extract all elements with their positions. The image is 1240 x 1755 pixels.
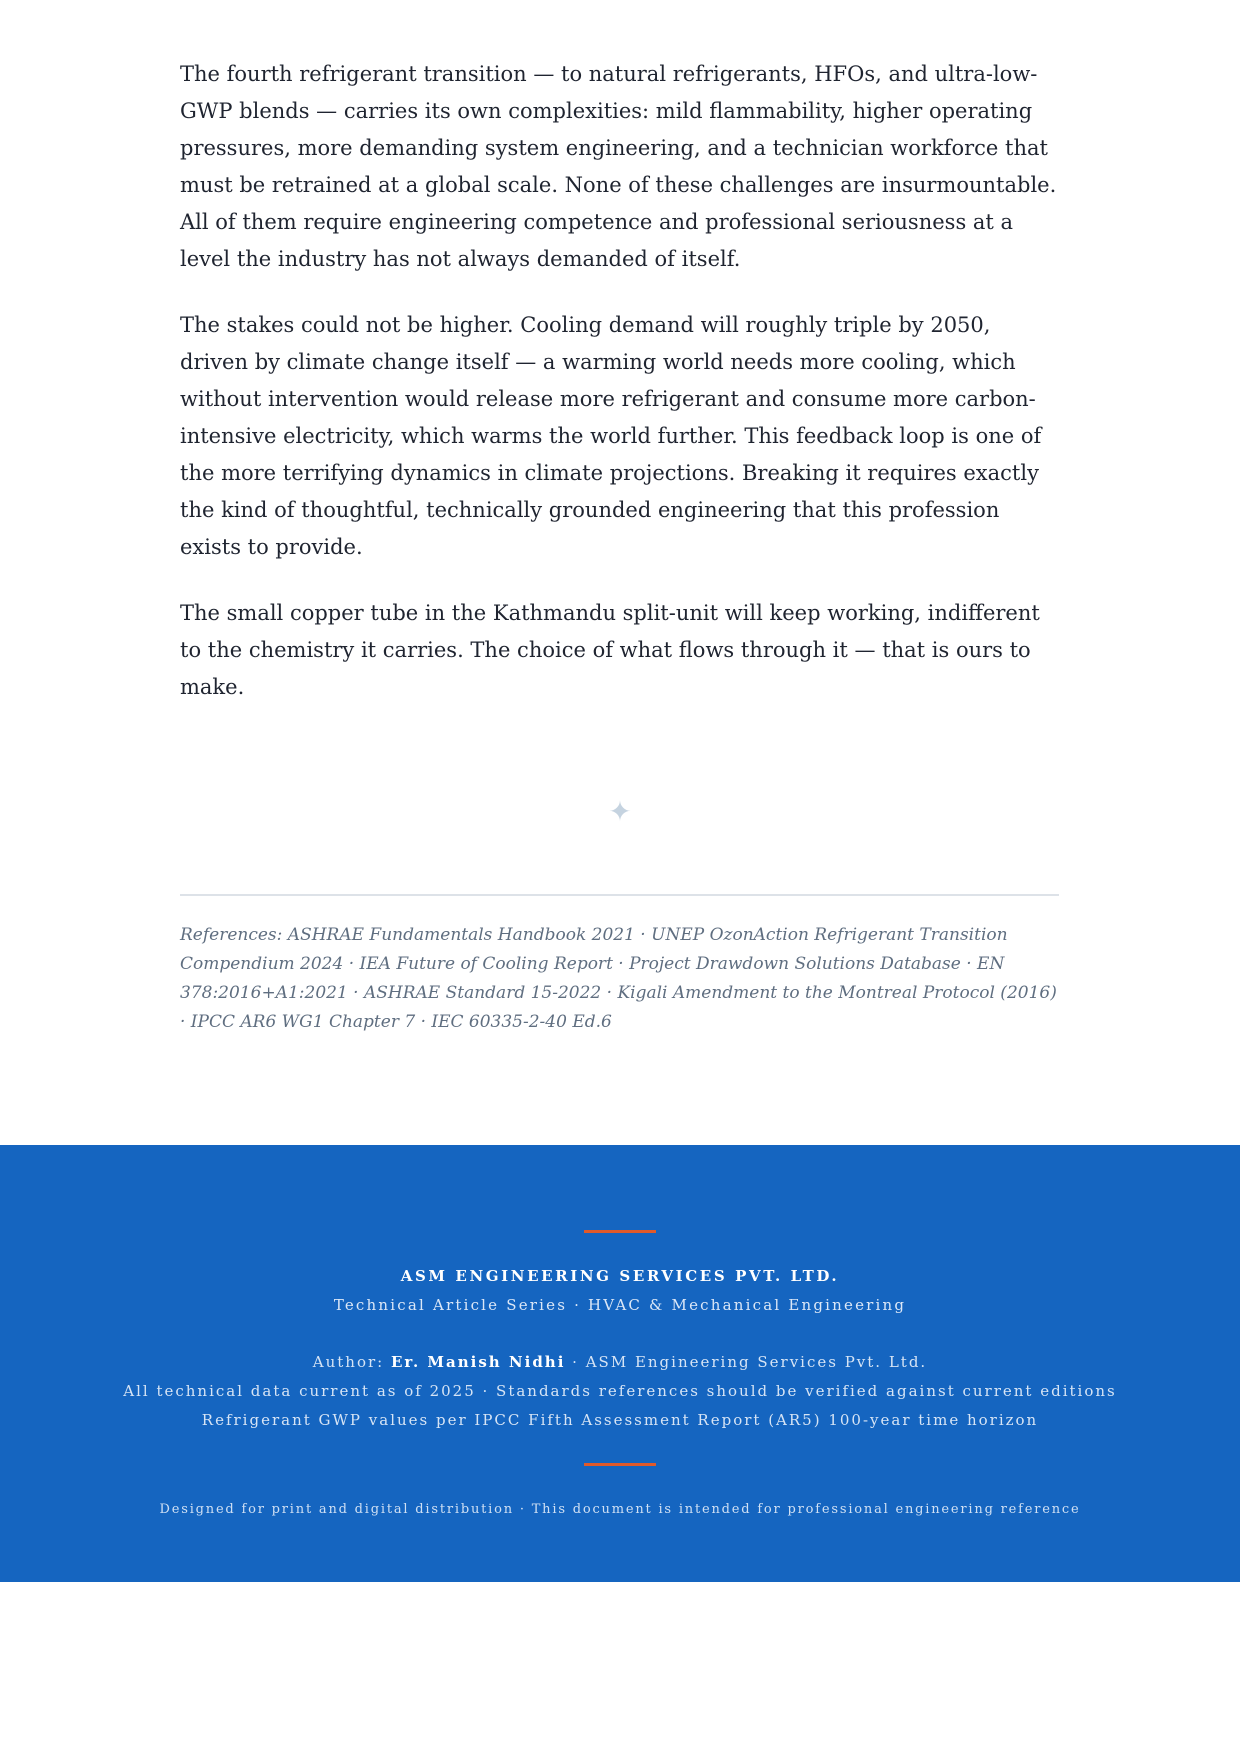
distribution-note: Designed for print and digital distribution · This document is intended for professional engineering reference [159, 1502, 1081, 1517]
author-name: Er. Manish Nidhi [391, 1353, 566, 1371]
author-prefix: Author: [312, 1353, 391, 1371]
author-affiliation: · ASM Engineering Services Pvt. Ltd. [565, 1353, 928, 1371]
article-series: Technical Article Series · HVAC & Mechanical Engineering [333, 1296, 907, 1314]
article-body [180, 56, 1060, 735]
company-name: ASM ENGINEERING SERVICES PVT. LTD. [400, 1267, 840, 1285]
page-footer [0, 1145, 1240, 1582]
section-divider [180, 894, 1059, 896]
footer-accent-rule-top [584, 1230, 656, 1233]
footer-accent-rule-bottom [584, 1463, 656, 1466]
data-currency-note: All technical data current as of 2025 · Standards references should be verified against current editions [123, 1382, 1117, 1400]
gwp-source-note: Refrigerant GWP values per IPCC Fifth Assessment Report (AR5) 100-year time horizon [201, 1411, 1039, 1429]
author-line [0, 1353, 1240, 1371]
article-paragraph: The small copper tube in the Kathmandu split-unit will keep working, indifferent to the chemistry it carries. The choice of what flows through it — that is ours to make. [180, 601, 1040, 699]
article-paragraph: The fourth refrigerant transition — to natural refrigerants, HFOs, and ultra-low-GWP blends — carries its own complexities: mild flammability, higher operating pressures, more demanding system engineering, and a technician workforce that must be retrained at a global scale. None of these challenges are insurmountable. All of them require engineering competence and professional seriousness at a level the industry has not always demanded of itself. [180, 62, 1057, 271]
sparkle-ornament-icon: ✦ [608, 795, 632, 828]
article-paragraph: The stakes could not be higher. Cooling demand will roughly triple by 2050, driven by climate change itself — a warming world needs more cooling, which without intervention would release more refrigerant and consume more carbon-intensive electricity, which warms the world further. This feedback loop is one of the more terrifying dynamics in climate projections. Breaking it requires exactly the kind of thoughtful, technically grounded engineering that this profession exists to provide. [180, 313, 1042, 559]
references-list: References: ASHRAE Fundamentals Handbook 2021 · UNEP OzonAction Refrigerant Transition Compendium 2024 · IEA Future of Cooling Report · Project Drawdown Solutions Database · EN 378:2016+A1:2021 · ASHRAE Standard 15-2022 · Kigali Amendment to the Montreal Protocol (2016) · IPCC AR6 WG1 Chapter 7 · IEC 60335-2-40 Ed.6 [180, 925, 1057, 1032]
